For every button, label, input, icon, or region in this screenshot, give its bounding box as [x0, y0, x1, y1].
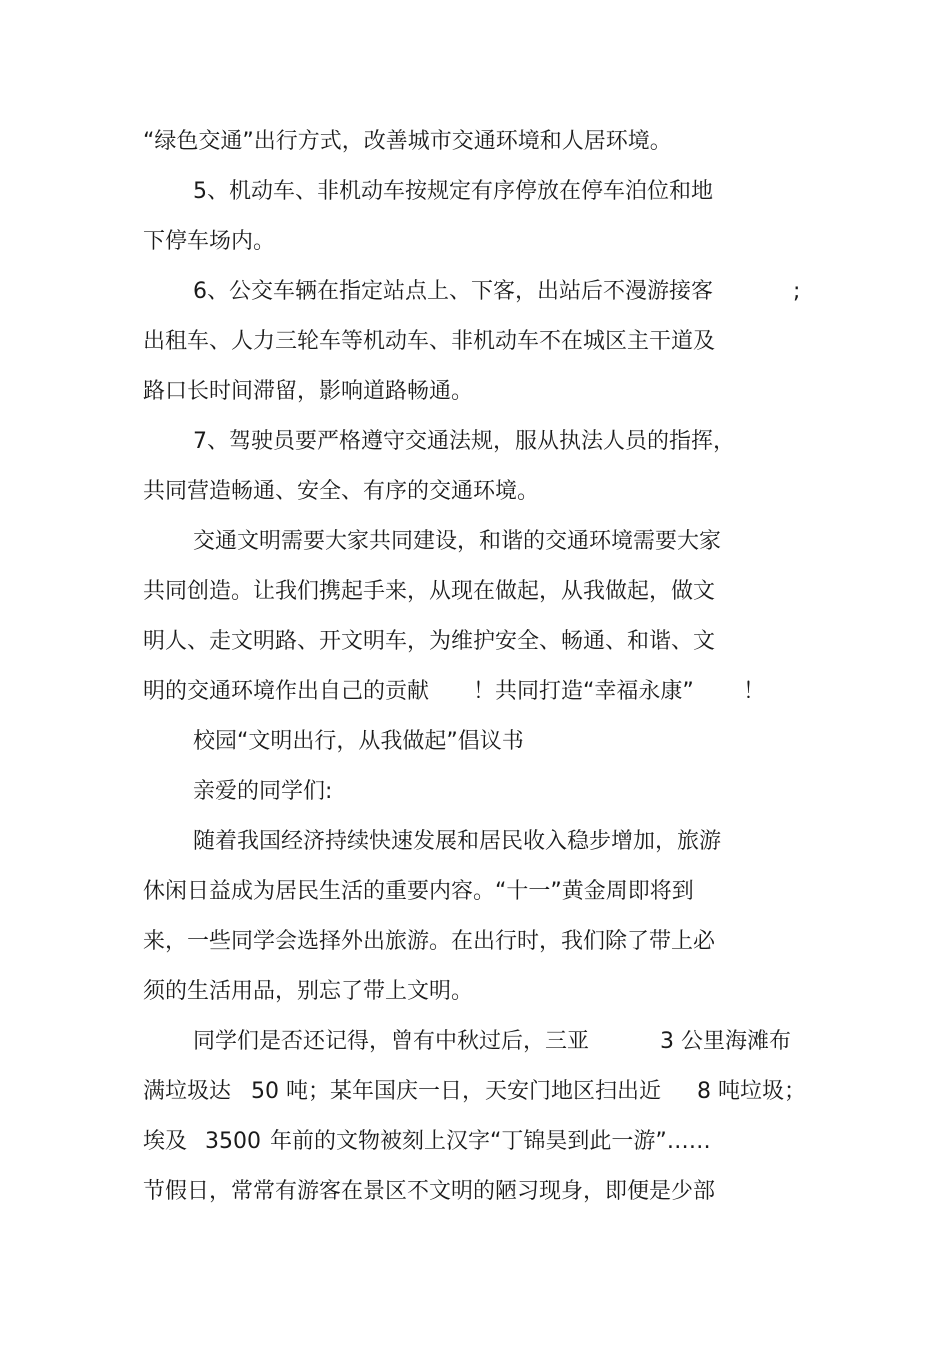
- text-line: 共同创造。让我们携起手来，从现在做起，从我做起，做文: [143, 579, 716, 604]
- text-line: 8 吨垃圾；: [697, 1079, 806, 1104]
- text-line: 明人、走文明路、开文明车，为维护安全、畅通、和谐、文: [143, 629, 716, 654]
- text-line: 埃及: [143, 1129, 188, 1154]
- text-line: 校园“文明出行，从我做起”倡议书: [193, 729, 524, 754]
- text-line: 出租车、人力三轮车等机动车、非机动车不在城区主干道及: [143, 329, 716, 354]
- text-line: ！: [743, 679, 766, 704]
- text-line: 下停车场内。: [143, 229, 276, 254]
- text-line: 亲爱的同学们:: [193, 779, 333, 804]
- text-line: “绿色交通”出行方式，改善城市交通环境和人居环境。: [143, 129, 672, 154]
- text-line: 明的交通环境作出自己的贡献: [143, 679, 430, 704]
- text-line: 交通文明需要大家共同建设，和谐的交通环境需要大家: [193, 529, 722, 554]
- text-line: 3500: [205, 1129, 261, 1154]
- text-line: 共同营造畅通、安全、有序的交通环境。: [143, 479, 540, 504]
- text-line: 随着我国经济持续快速发展和居民收入稳步增加，旅游: [193, 829, 722, 854]
- text-line: 天安门地区扫出近: [485, 1079, 662, 1104]
- text-line: 6、公交车辆在指定站点上、下客，出站后不漫游接客: [193, 279, 713, 304]
- text-line: 3 公里海滩布: [660, 1029, 791, 1054]
- text-line: 来，一些同学会选择外出旅游。在出行时，我们除了带上必: [143, 929, 716, 954]
- text-line: ！共同打造“幸福永康”: [473, 679, 694, 704]
- text-line: 路口长时间滞留，影响道路畅通。: [143, 379, 474, 404]
- text-line: 节假日，常常有游客在景区不文明的陋习现身，即便是少部: [143, 1179, 716, 1204]
- text-line: 年前的文物被刻上汉字“丁锦昊到此一游”……: [270, 1129, 711, 1154]
- text-line: 50 吨；某年国庆一日，: [251, 1079, 484, 1104]
- text-line: 满垃圾达: [143, 1079, 232, 1104]
- text-line: ;: [793, 279, 801, 304]
- text-line: 5、机动车、非机动车按规定有序停放在停车泊位和地: [193, 179, 713, 204]
- text-line: 同学们是否还记得，曾有中秋过后，三亚: [193, 1029, 590, 1054]
- text-line: 7、驾驶员要严格遵守交通法规，服从执法人员的指挥，: [193, 429, 735, 454]
- text-line: 休闲日益成为居民生活的重要内容。“十一”黄金周即将到: [143, 879, 694, 904]
- text-line: 须的生活用品，别忘了带上文明。: [143, 979, 474, 1004]
